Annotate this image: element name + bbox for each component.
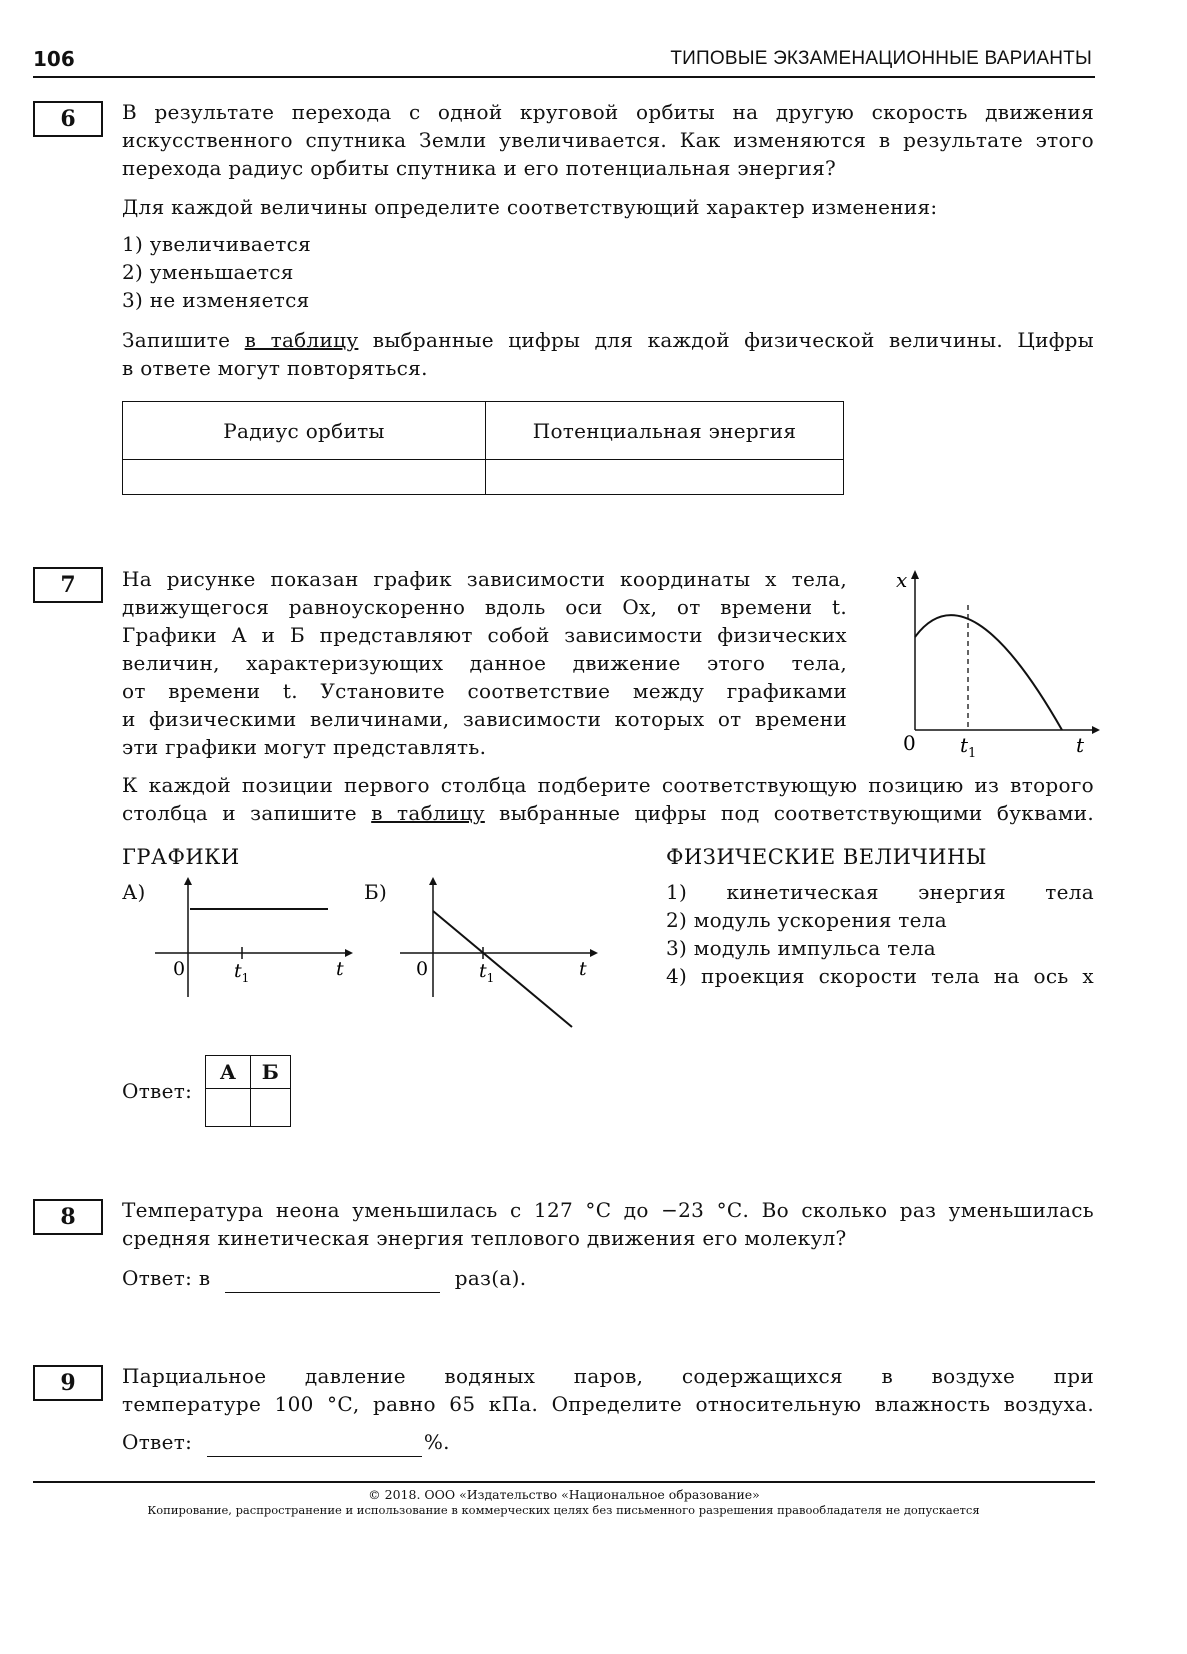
write-text: Запишите [122, 328, 245, 352]
quantities-heading: ФИЗИЧЕСКИЕ ВЕЛИЧИНЫ [666, 845, 987, 869]
answer-suffix: раз(а). [454, 1266, 527, 1290]
question-9-answer [122, 1428, 450, 1457]
question-7-answer-table [205, 1055, 291, 1127]
answer-cell-orbit-radius[interactable] [123, 460, 486, 495]
column-header-potential-energy: Потенциальная энергия [486, 402, 844, 460]
q7-line: величин, характеризующих данное движение этого тела, [122, 651, 847, 675]
axis-origin-label: 0 [903, 731, 916, 755]
question-6-write-instruction [122, 326, 1094, 382]
t1-subscript: 1 [486, 971, 495, 985]
q7-line: На рисунке показан график зависимости координаты x тела, [122, 567, 847, 591]
x-axis-arrow [911, 570, 919, 579]
question-7-match-instruction [122, 771, 1094, 827]
answer-cell-potential-energy[interactable] [486, 460, 844, 495]
write-text: выбранные цифры для каждой физической величины. Цифры [358, 328, 1094, 352]
axis-x-label: x [896, 568, 908, 592]
match-text: столбца и запишите [122, 801, 372, 825]
question-7-answer-label: Ответ: [122, 1079, 193, 1103]
q7-line: от времени t. Установите соответствие между графиками [122, 679, 847, 703]
axis-t-label: t [1076, 733, 1085, 757]
question-7-text [122, 565, 847, 761]
match-text: К каждой позиции первого столбца подберите соответствующую позицию из второго [122, 773, 1094, 797]
answer-prefix: Ответ: в [122, 1266, 211, 1290]
answer-blank[interactable] [207, 1428, 422, 1457]
t1-symbol: t [960, 733, 969, 757]
quantity-item: 3) модуль импульса тела [666, 936, 937, 960]
column-header-b: Б [251, 1056, 291, 1089]
question-6-instruction: Для каждой величины определите соответствующий характер изменения: [122, 195, 938, 219]
question-6-answer-table [122, 401, 844, 495]
match-text: выбранные цифры под соответствующими буквами. [484, 801, 1094, 825]
graph-b-decreasing-line [433, 911, 572, 1027]
answer-suffix: %. [423, 1430, 450, 1454]
parabola-curve [915, 615, 1062, 730]
quantity-item: 2) модуль ускорения тела [666, 908, 948, 932]
q8-line: средняя кинетическая энергия теплового движения его молекул? [122, 1226, 847, 1250]
answer-cell-a[interactable] [206, 1089, 251, 1127]
column-header-a: А [206, 1056, 251, 1089]
q6-line: искусственного спутника Земли увеличивается. Как изменяются в результате этого [122, 128, 1094, 152]
option-item: 3) не изменяется [122, 288, 310, 312]
write-text: в ответе могут повторяться. [122, 356, 428, 380]
t-axis-arrow [1092, 726, 1100, 734]
answer-prefix: Ответ: [122, 1430, 193, 1454]
t1-subscript: 1 [968, 746, 977, 761]
quantities-list [666, 878, 1094, 990]
graph-a-origin-label: 0 [173, 958, 186, 980]
q6-line: В результате перехода с одной круговой орбиты на другую скорость движения [122, 100, 1094, 124]
graph-a-label: А) [122, 880, 146, 904]
graphs-heading: ГРАФИКИ [122, 845, 240, 869]
q9-line: Парциальное давление водяных паров, содержащихся в воздухе при [122, 1364, 1094, 1388]
graph-b-t-arrow [590, 949, 598, 957]
t1-symbol: t [234, 960, 242, 982]
question-7-number: 7 [33, 567, 103, 603]
footer-notice: Копирование, распространение и использование в коммерческих целях без письменного разрешения правообладателя не допускается [147, 1503, 980, 1517]
q8-line: Температура неона уменьшилась с 127 °С до −23 °С. Во сколько раз уменьшилась [122, 1198, 1094, 1222]
t1-subscript: 1 [241, 971, 250, 985]
q7-line: движущегося равноускоренно вдоль оси Ox, от времени t. [122, 595, 847, 619]
graph-a-t-label: t [336, 958, 344, 980]
question-8-number: 8 [33, 1199, 103, 1235]
t1-symbol: t [479, 960, 487, 982]
graph-a-vertical-arrow [184, 877, 192, 885]
footer-rule [33, 1481, 1095, 1483]
quantity-item: 4) проекция скорости тела на ось x [666, 964, 1094, 988]
question-6-options [122, 230, 311, 314]
q6-line: перехода радиус орбиты спутника и его потенциальная энергия? [122, 156, 837, 180]
coordinate-time-graph [890, 565, 1100, 765]
graph-b [395, 875, 605, 1035]
question-6-number: 6 [33, 101, 103, 137]
in-table-link: в таблицу [244, 328, 359, 352]
q7-line: и физическими величинами, зависимости которых от времени [122, 707, 847, 731]
in-table-link: в таблицу [371, 801, 485, 825]
header-rule [33, 76, 1095, 78]
axis-t1-label [960, 733, 976, 761]
question-8-answer [122, 1264, 526, 1293]
q7-line: эти графики могут представлять. [122, 735, 487, 759]
option-item: 1) увеличивается [122, 232, 312, 256]
answer-blank[interactable] [225, 1264, 440, 1293]
graph-b-t1-label [479, 960, 494, 985]
graph-a-t-arrow [345, 949, 353, 957]
footer-copyright: © 2018. ООО «Издательство «Национальное образование» [368, 1487, 760, 1502]
question-9-number: 9 [33, 1365, 103, 1401]
graph-a [150, 875, 360, 1005]
graph-b-origin-label: 0 [416, 958, 429, 980]
running-title: ТИПОВЫЕ ЭКЗАМЕНАЦИОННЫЕ ВАРИАНТЫ [670, 48, 1092, 69]
question-8-text [122, 1196, 1094, 1252]
graph-b-label: Б) [364, 880, 388, 904]
answer-cell-b[interactable] [251, 1089, 291, 1127]
option-item: 2) уменьшается [122, 260, 294, 284]
graph-a-t1-label [234, 960, 249, 985]
q7-line: Графики А и Б представляют собой зависимости физических [122, 623, 847, 647]
column-header-orbit-radius: Радиус орбиты [123, 402, 486, 460]
question-6-text [122, 98, 1094, 182]
page-number: 106 [33, 47, 75, 71]
q9-line: температуре 100 °С, равно 65 кПа. Определите относительную влажность воздуха. [122, 1392, 1094, 1416]
question-9-text [122, 1362, 1094, 1418]
graph-b-vertical-arrow [429, 877, 437, 885]
quantity-item: 1) кинетическая энергия тела [666, 880, 1094, 904]
graph-b-t-label: t [579, 958, 587, 980]
